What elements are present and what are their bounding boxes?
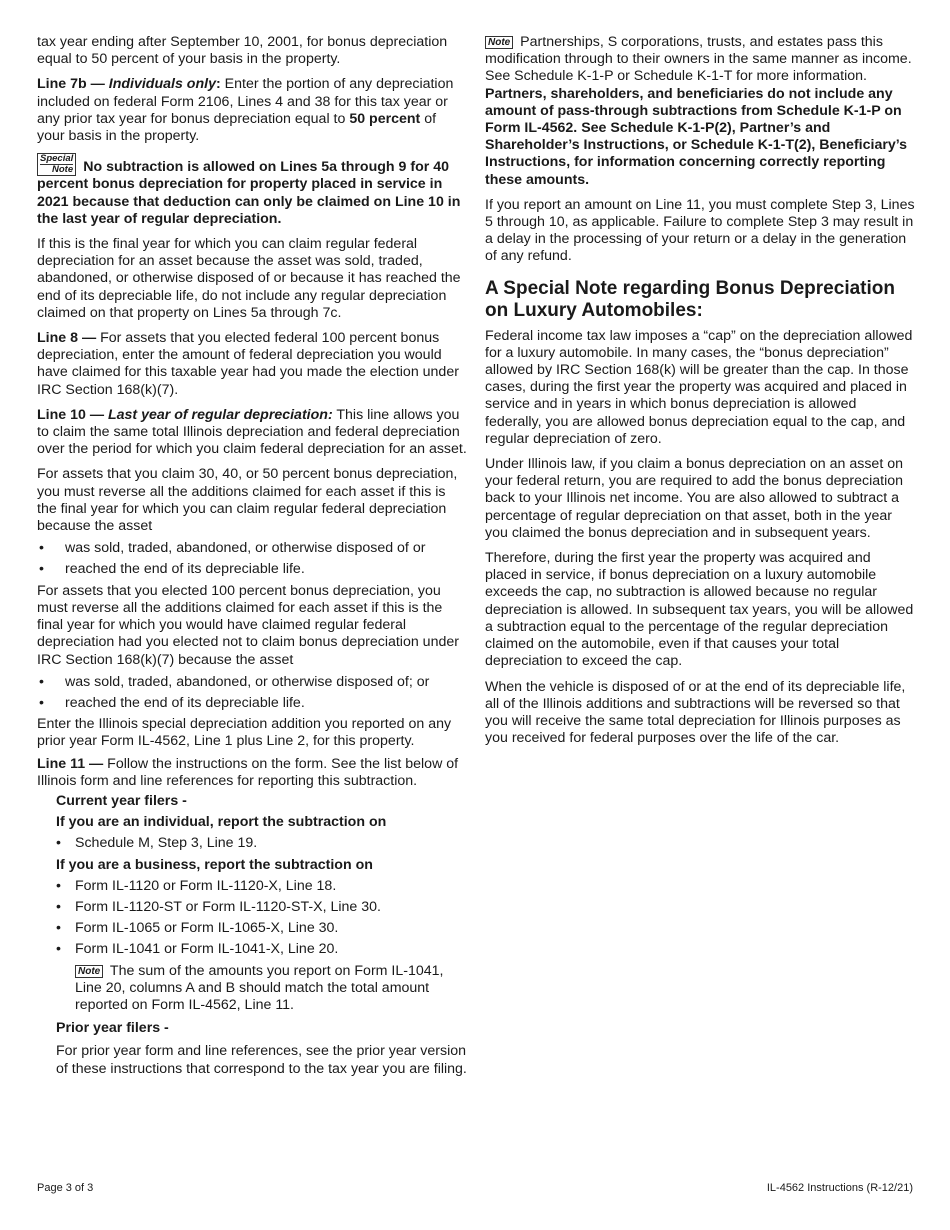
luxury-auto-paragraph-4: When the vehicle is disposed of or at the end of its depreciable life, all of the Illinois additions and subtractions will be reversed so that you will receive the same total depreciation for Illinois purposes as you received for federal purposes over the life of the car. xyxy=(485,678,906,747)
special-icon-bottom: Note xyxy=(40,164,73,175)
bonus-100-paragraph: For assets that you elected 100 percent bonus depreciation, you must reverse all the additions claimed for each asset if this is the final year for which you would have claimed regular federal depreciation had you elected not to claim bonus depreciation under IRC Section 168(k)(7) because the asset xyxy=(37,582,459,668)
line-11-paragraph xyxy=(37,756,467,790)
line-7b-bold: 50 percent xyxy=(349,110,421,127)
list-item: • Form IL-1041 or Form IL-1041-X, Line 20. xyxy=(56,941,467,958)
list-item: • Form IL-1065 or Form IL-1065-X, Line 30. xyxy=(56,920,467,937)
business-bullets xyxy=(56,878,467,959)
prior-year-filers-heading: Prior year filers - xyxy=(56,1020,169,1037)
line-11-report-paragraph: If you report an amount on Line 11, you must complete Step 3, Lines 5 through 10, as applicable. Failure to complete Step 3 may result in a delay in the processing of your return or a delay in the generation of any refund. xyxy=(485,196,915,265)
special-icon-top: Special xyxy=(40,153,74,165)
line-10-label-italic: Last year of regular depreciation: xyxy=(104,406,333,423)
asset-bullets-2 xyxy=(37,674,467,712)
asset-bullets-1 xyxy=(37,540,467,578)
individual-heading: If you are an individual, report the subtraction on xyxy=(56,814,387,831)
line-7b-text-end: of your basis in the property. xyxy=(37,110,437,145)
note-icon: Note xyxy=(75,965,103,978)
luxury-auto-paragraph-1: Federal income tax law imposes a “cap” on the depreciation allowed for a luxury automobile. In many cases, the “bonus depreciation” allowed by IRC Section 168(k) will be greater than the cap. In those cases, during the first year the property was acquired and placed in service and in years in which bonus depreciation is allowed federally, you are allowed bonus depreciation equal to the cap, and regular depreciation of zero. xyxy=(485,327,913,447)
line-10-label: Line 10 — xyxy=(37,406,105,423)
list-item: • Form IL-1120-ST or Form IL-1120-ST-X, Line 30. xyxy=(56,899,467,916)
form-id: IL-4562 Instructions (R-12/21) xyxy=(766,1182,913,1194)
right-column xyxy=(485,34,915,755)
pass-through-text: Partnerships, S corporations, trusts, and estates pass this modification through to their owners in the same manner as income. See Schedule K-1-P or Schedule K-1-T for more information. xyxy=(485,34,912,85)
line-7b-label-italic: Individuals only xyxy=(108,76,216,93)
line-7b-colon: : xyxy=(215,76,221,93)
special-note-icon xyxy=(37,153,76,176)
special-note-text: No subtraction is allowed on Lines 5a through 9 for 40 percent bonus depreciation for property placed in service in 2021 because that deduction can only be claimed on Line 10 in the last year of regular depreciation. xyxy=(37,159,461,227)
special-addition-paragraph: Enter the Illinois special depreciation addition you reported on any prior year Form IL-4562, Line 1 plus Line 2, for this property. xyxy=(37,716,452,750)
final-year-paragraph: If this is the final year for which you can claim regular federal depreciation for an asset because the asset was sold, traded, abandoned, or otherwise disposed of or because it has reached the end of its depreciable life, do not include any regular depreciation claimed on that property on Lines 5a through 7c. xyxy=(37,236,461,321)
special-note-paragraph xyxy=(37,153,467,228)
luxury-auto-paragraph-3: Therefore, during the first year the property was acquired and placed in service, if bonus depreciation on a luxury automobile exceeds the cap, no subtraction is allowed because no regular depreciation is allowed. In subsequent tax years, you will be allowed a subtraction equal to the percentage of the regular depreciation claimed on the automobile, even if that causes your total depreciation to exceed the cap. xyxy=(485,550,914,670)
line-7b-label: Line 7b — xyxy=(37,76,105,93)
list-item: • Schedule M, Step 3, Line 19. xyxy=(56,835,467,852)
line-7b-text: Enter the portion of any depreciation included on federal Form 2106, Lines 4 and 38 for this tax year or any prior tax year for bonus depreciation equal to xyxy=(37,76,454,127)
pass-through-note xyxy=(485,34,915,189)
line-11-label: Line 11 — xyxy=(37,755,104,772)
line-10-text: This line allows you to claim the same total Illinois depreciation and federal depreciation over the period for which you claim federal depreciation for an asset. xyxy=(37,406,467,458)
pass-through-bold: Partners, shareholders, and beneficiaries do not include any amount of pass-through subtractions from Schedule K-1-P on Form IL-4562. See Schedule K-1-P(2), Partner’s and Shareholder’s Instructions, or Schedule K-1-T(2), Beneficiary’s Instructions, for information concerning correctly reporting these amounts. xyxy=(485,85,908,188)
page-number: Page 3 of 3 xyxy=(37,1182,94,1194)
note-1041-text: The sum of the amounts you report on Form IL-1041, Line 20, columns A and B should match the total amount reported on Form IL-4562, Line 11. xyxy=(75,962,444,1013)
paragraph-continued: tax year ending after September 10, 2001, for bonus depreciation equal to 50 percent of your basis in the property. xyxy=(37,34,448,68)
business-heading: If you are a business, report the subtraction on xyxy=(56,856,373,873)
line-8-text: For assets that you elected federal 100 percent bonus depreciation, enter the amount of federal depreciation you would have claimed for this taxable year had you made the election under IRC Section 168(k)(7). xyxy=(37,330,459,398)
list-item: • Form IL-1120 or Form IL-1120-X, Line 18. xyxy=(56,878,467,895)
prior-year-text: For prior year form and line references, see the prior year version of these instructions that correspond to the tax year you are filing. xyxy=(56,1043,467,1077)
filer-references xyxy=(37,793,467,1078)
list-item: • was sold, traded, abandoned, or otherwise disposed of; or xyxy=(37,674,467,691)
line-8-paragraph xyxy=(37,330,467,399)
luxury-auto-heading: A Special Note regarding Bonus Depreciation on Luxury Automobiles: xyxy=(485,277,895,321)
list-item: • was sold, traded, abandoned, or otherwise disposed of or xyxy=(37,540,467,557)
list-item: • reached the end of its depreciable life. xyxy=(37,695,467,712)
luxury-auto-paragraph-2: Under Illinois law, if you claim a bonus depreciation on an asset on your federal return, you are required to add the bonus depreciation back to your Illinois net income. You are also allowed to subtract a percentage of regular depreciation on that asset, both in the year you claimed the bonus depreciation and in subsequent years. xyxy=(485,456,904,541)
list-item: • reached the end of its depreciable life. xyxy=(37,561,467,578)
line-11-text: Follow the instructions on the form. See the list below of Illinois form and line references for reporting this subtraction. xyxy=(37,755,459,789)
line-8-label: Line 8 — xyxy=(37,330,97,347)
left-column xyxy=(37,34,467,1086)
individual-bullets xyxy=(56,835,467,852)
line-7b-paragraph xyxy=(37,76,467,145)
line-10-paragraph xyxy=(37,407,467,459)
note-icon: Note xyxy=(485,36,513,49)
bonus-30-50-paragraph: For assets that you claim 30, 40, or 50 percent bonus depreciation, you must reverse all the additions claimed for each asset if this is the final year for which you can claim regular federal depreciation because the asset xyxy=(37,466,458,535)
current-year-filers-heading: Current year filers - xyxy=(56,792,187,809)
note-1041 xyxy=(56,963,467,1015)
